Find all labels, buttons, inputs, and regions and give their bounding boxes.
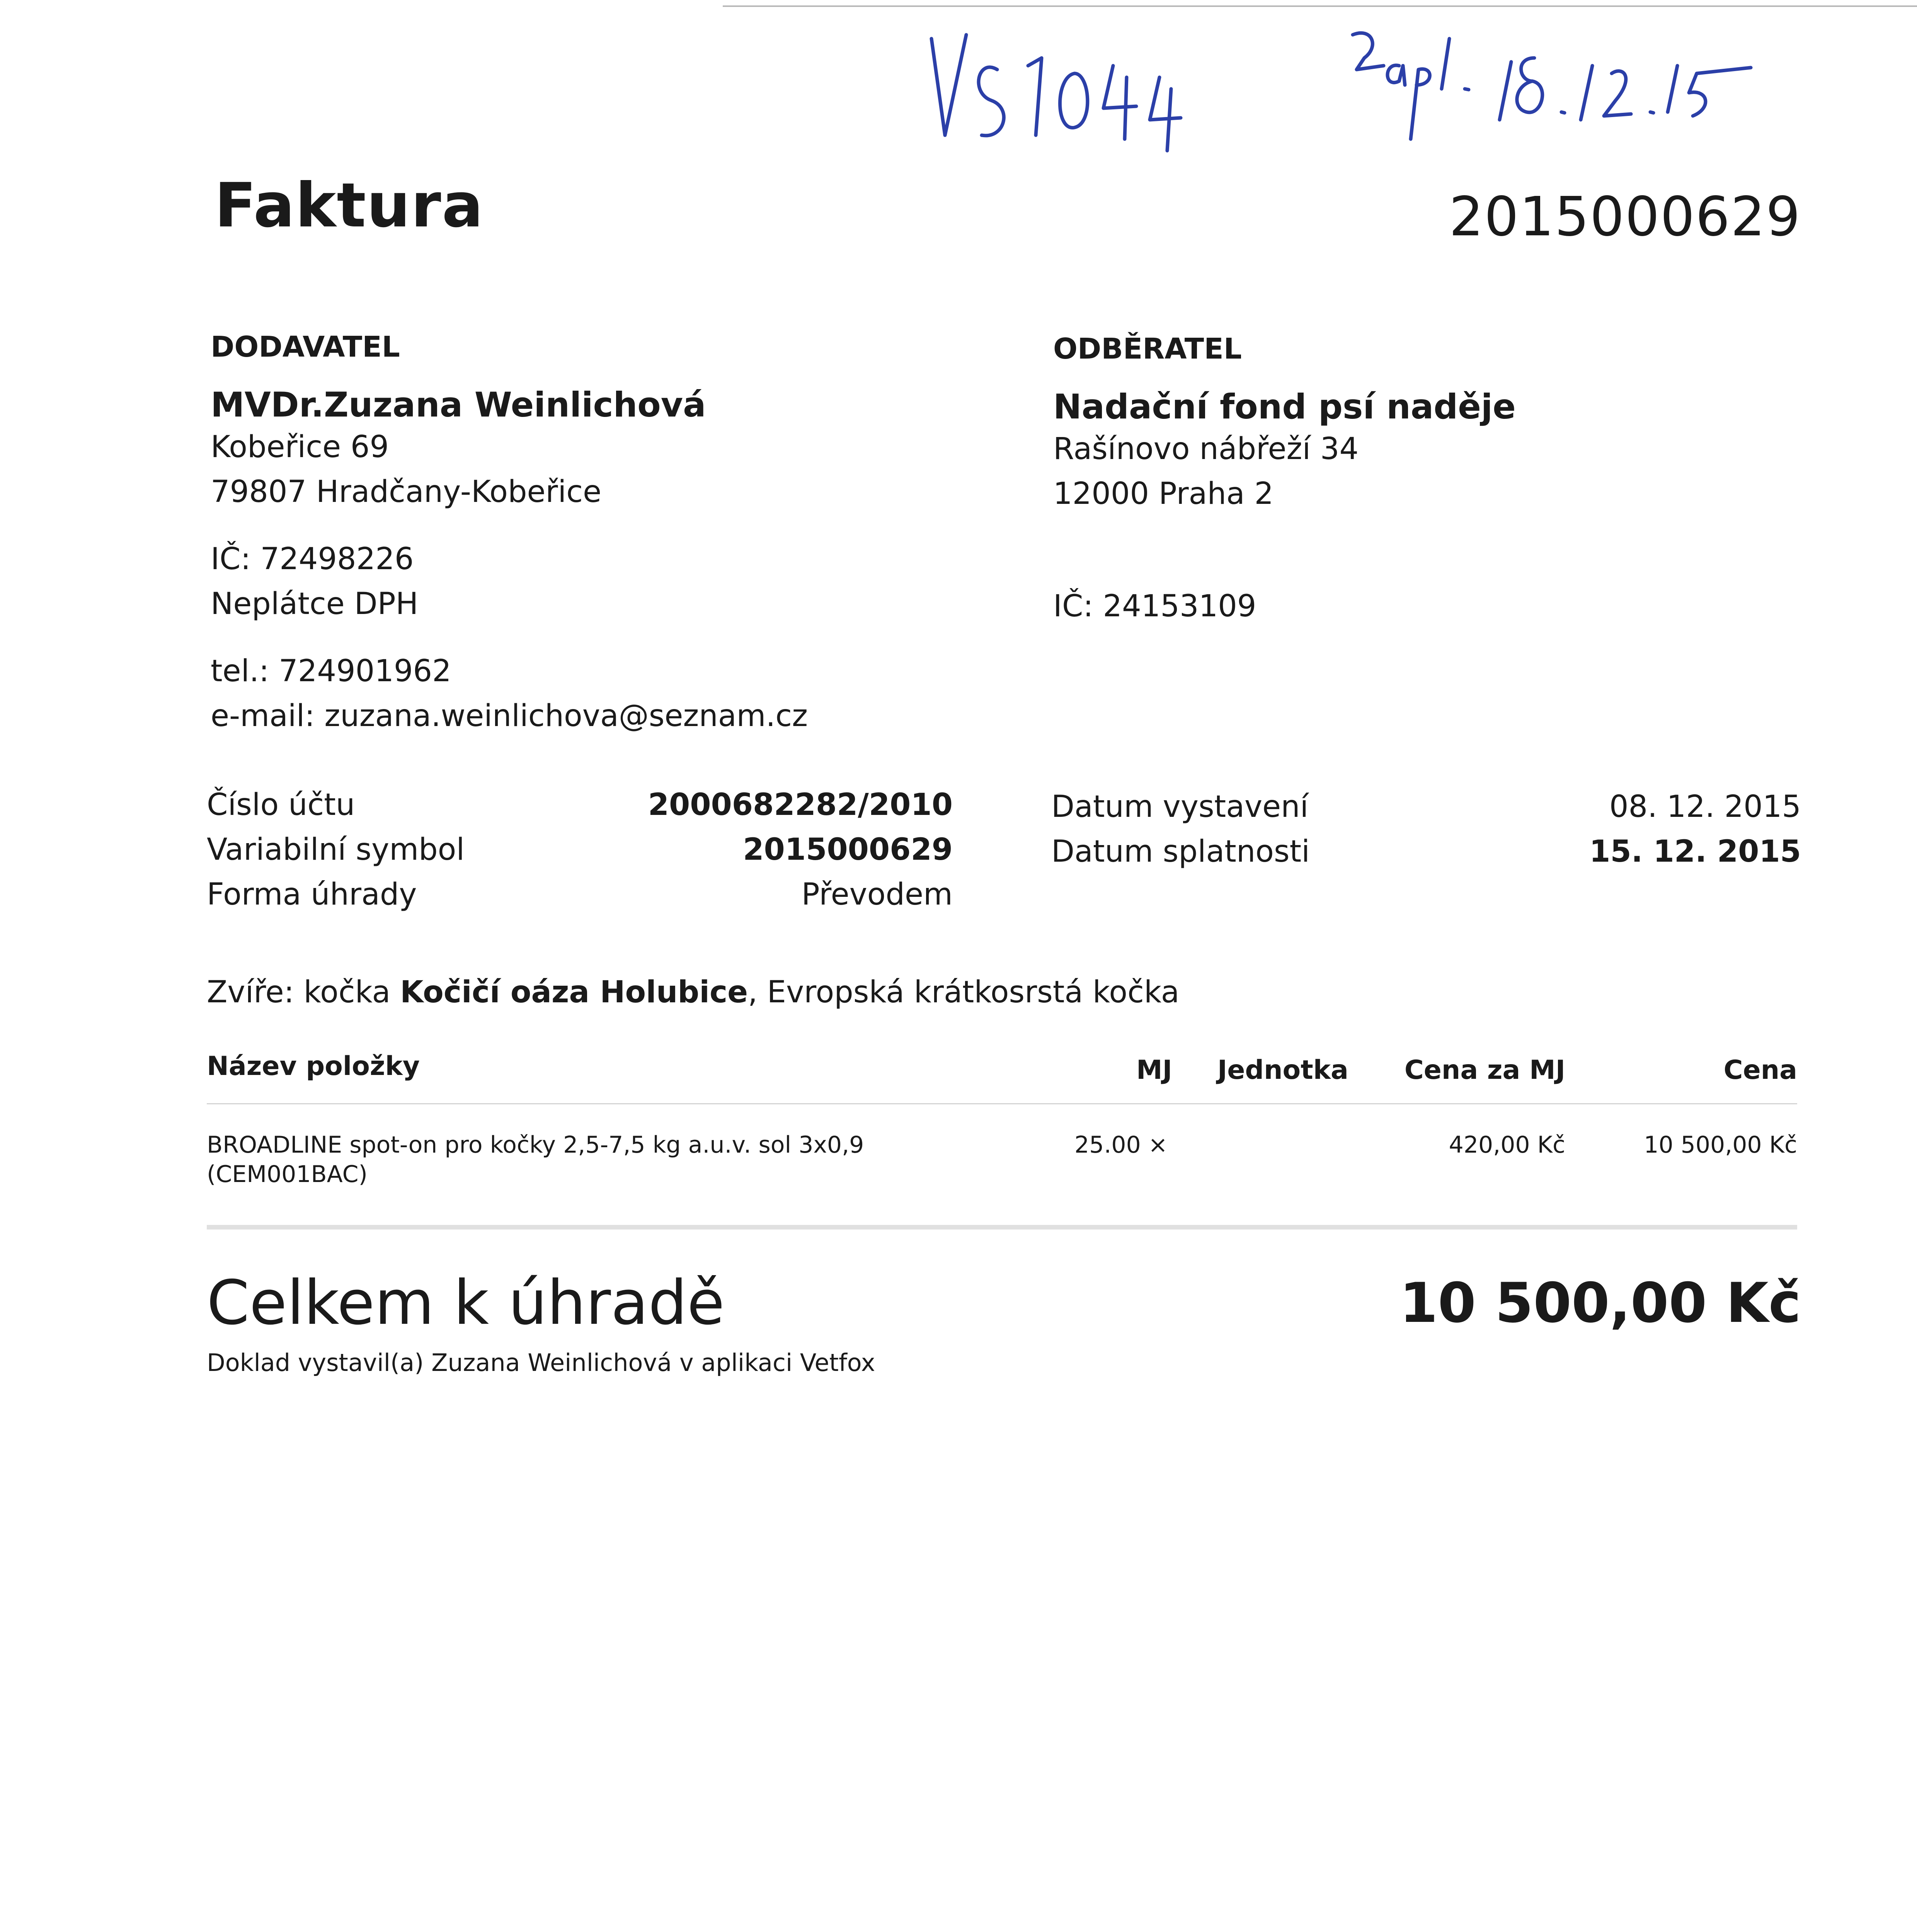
col-header-unit-price: Cena za MJ [1404, 1055, 1565, 1085]
issued-by-note: Doklad vystavil(a) Zuzana Weinlichová v aplikaci Vetfox [207, 1349, 875, 1377]
supplier-ic: IČ: 72498226 [211, 542, 414, 577]
col-header-price: Cena [1723, 1055, 1797, 1085]
total-label: Celkem k úhradě [207, 1267, 725, 1338]
customer-block [1053, 332, 1516, 629]
row-item-code: (CEM001BAC) [207, 1161, 368, 1188]
payment-method-label: Forma úhrady [207, 877, 417, 912]
supplier-block [211, 330, 808, 738]
supplier-vat-status: Neplátce DPH [211, 587, 419, 621]
row-unit-price: 420,00 Kč [1449, 1131, 1565, 1158]
customer-name: Nadační fond psí naděje [1053, 387, 1516, 427]
supplier-name: MVDr.Zuzana Weinlichová [211, 385, 706, 425]
supplier-city: 79807 Hradčany-Kobeřice [211, 474, 602, 509]
due-date-value: 15. 12. 2015 [1589, 834, 1801, 869]
customer-ic: IČ: 24153109 [1053, 589, 1256, 624]
account-value: 2000682282/2010 [648, 787, 953, 822]
row-item-name: BROADLINE spot-on pro kočky 2,5-7,5 kg a.u.v. sol 3x0,9 [207, 1131, 864, 1158]
supplier-email: e-mail: zuzana.weinlichova@seznam.cz [211, 699, 808, 733]
animal-line [207, 970, 1180, 1015]
customer-street: Rašínovo nábřeží 34 [1053, 432, 1359, 466]
payment-values [648, 782, 953, 917]
account-label: Číslo účtu [207, 787, 355, 822]
date-labels [1051, 784, 1310, 874]
variable-symbol-label: Variabilní symbol [207, 832, 465, 867]
col-header-item: Název položky [207, 1051, 420, 1082]
customer-label: ODBĚRATEL [1053, 332, 1242, 366]
animal-prefix: Zvíře: kočka [207, 975, 400, 1010]
row-price: 10 500,00 Kč [1644, 1131, 1797, 1158]
handwritten-note [908, 23, 1759, 155]
row-qty: 25.00 × [1074, 1131, 1168, 1158]
document-number: 2015000629 [1449, 185, 1801, 248]
customer-city: 12000 Praha 2 [1053, 476, 1274, 511]
supplier-label: DODAVATEL [211, 330, 400, 364]
col-header-unit: Jednotka [1217, 1055, 1348, 1085]
issue-date-value: 08. 12. 2015 [1609, 789, 1801, 824]
supplier-street: Kobeřice 69 [211, 430, 389, 464]
col-header-qty: MJ [1136, 1055, 1172, 1085]
supplier-phone: tel.: 724901962 [211, 654, 451, 689]
document-title: Faktura [215, 170, 484, 241]
table-header-divider [207, 1103, 1797, 1104]
animal-breed: , Evropská krátkosrstá kočka [748, 975, 1180, 1010]
payment-labels [207, 782, 465, 917]
due-date-label: Datum splatnosti [1051, 834, 1310, 869]
date-values [1589, 784, 1801, 874]
scan-edge-line [723, 5, 1917, 7]
payment-method-value: Převodem [801, 877, 953, 912]
table-row [207, 1130, 864, 1189]
variable-symbol-value: 2015000629 [743, 832, 953, 867]
table-bottom-divider [207, 1225, 1797, 1230]
animal-name: Kočičí oáza Holubice [400, 975, 748, 1010]
total-value: 10 500,00 Kč [1399, 1271, 1801, 1335]
issue-date-label: Datum vystavení [1051, 789, 1309, 824]
